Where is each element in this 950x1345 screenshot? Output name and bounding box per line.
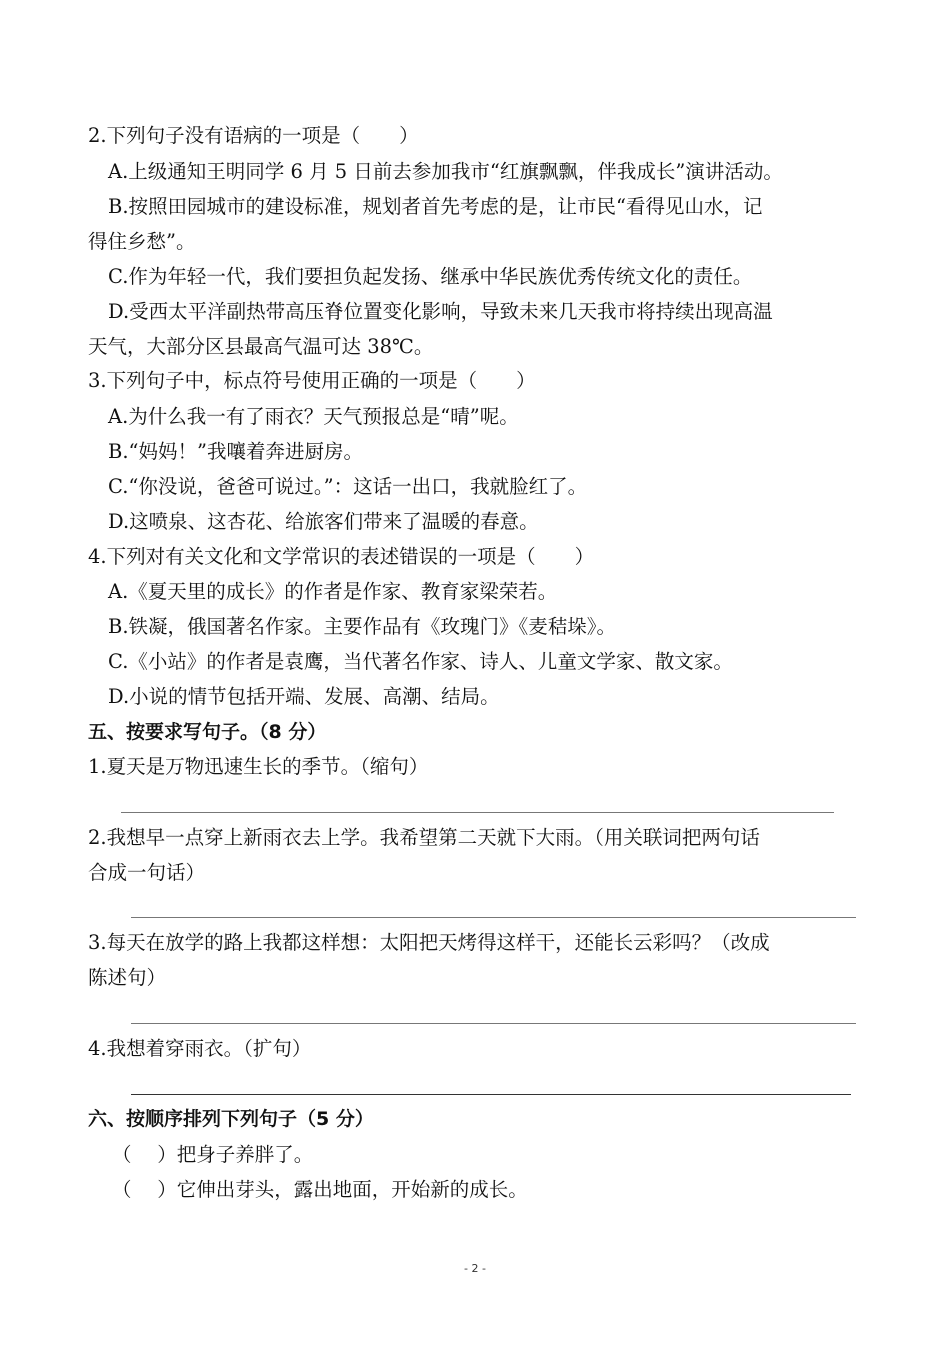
q2-option-a: A.上级通知王明同学 6 月 5 日前去参加我市“红旗飘飘，伴我成长”演讲活动。 (108, 160, 783, 183)
s5-item-3-cont: 陈述句） (88, 966, 167, 989)
q3-option-d: D.这喷泉、这杏花、给旅客们带来了温暖的春意。 (108, 510, 539, 533)
answer-line-4[interactable] (131, 1094, 851, 1095)
q3-option-b: B.“妈妈！”我嚷着奔进厨房。 (108, 440, 363, 463)
q2-option-b-cont: 得住乡愁”。 (88, 230, 196, 253)
q2-option-b: B.按照田园城市的建设标准，规划者首先考虑的是，让市民“看得见山水，记 (108, 195, 763, 218)
s6-item-1: （ ）把身子养胖了。 (112, 1143, 314, 1166)
q4-stem: 4.下列对有关文化和文学常识的表述错误的一项是（ ） (88, 545, 595, 568)
q3-option-c: C.“你没说，爸爸可说过。”：这话一出口，我就脸红了。 (108, 475, 588, 498)
s6-item-2: （ ）它伸出芽头，露出地面，开始新的成长。 (112, 1178, 528, 1201)
q2-option-c: C.作为年轻一代，我们要担负起发扬、继承中华民族优秀传统文化的责任。 (108, 265, 753, 288)
section-6-heading: 六、按顺序排列下列句子（5 分） (88, 1108, 374, 1130)
page-number: - 2 - (464, 1262, 486, 1275)
s5-item-3: 3.每天在放学的路上我都这样想：太阳把天烤得这样干，还能长云彩吗？（改成 (88, 931, 770, 954)
q4-option-a: A.《夏天里的成长》的作者是作家、教育家梁荣若。 (108, 580, 558, 603)
q3-stem: 3.下列句子中，标点符号使用正确的一项是（ ） (88, 369, 536, 392)
answer-line-3[interactable] (131, 1023, 856, 1024)
q4-option-c: C.《小站》的作者是袁鹰，当代著名作家、诗人、儿童文学家、散文家。 (108, 650, 733, 673)
q2-option-d: D.受西太平洋副热带高压脊位置变化影响，导致未来几天我市将持续出现高温 (108, 300, 773, 323)
s5-item-1: 1.夏天是万物迅速生长的季节。（缩句） (88, 755, 429, 778)
q4-option-b: B.铁凝，俄国著名作家。主要作品有《玫瑰门》《麦秸垛》。 (108, 615, 617, 638)
q4-option-d: D.小说的情节包括开端、发展、高潮、结局。 (108, 685, 500, 708)
answer-line-1[interactable] (121, 812, 834, 813)
q2-option-d-cont: 天气，大部分区县最高气温可达 38℃。 (88, 335, 434, 358)
q2-stem: 2.下列句子没有语病的一项是（ ） (88, 124, 419, 147)
section-5-heading: 五、按要求写句子。（8 分） (88, 721, 327, 743)
s5-item-2: 2.我想早一点穿上新雨衣去上学。我希望第二天就下大雨。（用关联词把两句话 (88, 826, 760, 849)
q3-option-a: A.为什么我一有了雨衣？天气预报总是“晴”呢。 (108, 405, 519, 428)
answer-line-2[interactable] (131, 917, 856, 918)
s5-item-4: 4.我想着穿雨衣。（扩句） (88, 1037, 312, 1060)
s5-item-2-cont: 合成一句话） (88, 861, 206, 884)
